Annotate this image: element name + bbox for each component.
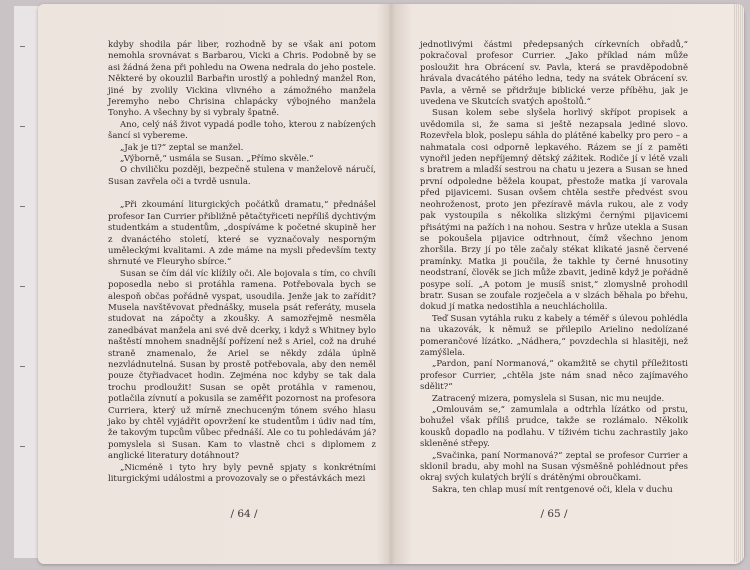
edge-mark (20, 206, 25, 207)
paragraph: „Svačinka, paní Normanová?“ zeptal se profesor Currier a sklonil bradu, aby mohl na Susan výsměšně pohlédnout přes okraj svých kulatých brýlí s drátěnými obroučkami. (420, 450, 688, 484)
paragraph: jednotlivými částmi předepsaných církevních obřadů,“ pokračoval profesor Currier. „Jako příklad nám může posloužit hra Obrácení sv. Pavla, která se pravděpodobně hrávala dvacátého pátého ledna, tedy na svátek Obrácení sv. Pavla, a věrně se přidržuje biblické verze příběhu, jak je uvedena ve Skutcích svatých apoštolů.“ (420, 40, 688, 108)
page-number-right: / 65 / (540, 508, 568, 520)
paragraph: „Omlouvám se,“ zamumlala a odtrhla lízátko od prstu, bohužel však příliš prudce, takže se rozlámalo. Několik kousků dopadlo na podlahu. V tíživém tichu zachrastily jako skleněné střepy. (420, 405, 688, 450)
paragraph: „Výborně,“ usmála se Susan. „Přímo skvěle.“ (120, 154, 314, 165)
paragraph: Zatracený mizera, pomyslela si Susan, nic mu neujde. (432, 393, 665, 404)
section-gap (108, 188, 376, 200)
paragraph: Susan kolem sebe slyšela horlivý skřípot propisek a uvědomila si, že sama si ještě nezapsala jediné slovo. Rozevřela blok, poslepu sáhla do plátěné kabelky pro pero – a nahmatala cosi odporně lepkavého. Rázem se jí z paměti vynořil jeden nepříjemný dětský zážitek. Rodiče jí v létě vzali s bratrem a mladší sestrou na chatu u jezera a Susan se hned první odpoledne běžela koupat, přestože matka jí varovala před pijavicemi. Susan ovšem chtěla sestře předvést svou neohroženost, proto jen přezíravě mávla rukou, ale z vody pak vystoupila s několika slizkými černými pijavicemi přisátými na pažích i na nohou. Sestra v hrůze utekla a Susan se pokoušela pijavice odtrhnout, čímž všechno jenom zhoršila. Brzy jí po těle začaly stékat klikaté jasně červené pramínky. Matka ji poučila, že takhle ty černé hnusotiny neodstraní, člověk se jich může zbavit, jedině když je pořádně posype solí. „A potom je musíš snist,“ zlomyslně prohodil bratr. Susan se zoufale rozječela a v slzách běhala po břehu, dokud jí matka nedostihla a neuchlácholila. (420, 108, 688, 313)
edge-mark (20, 46, 25, 47)
book-fore-edge (734, 4, 744, 562)
edge-mark (20, 286, 25, 287)
paragraph: „Při zkoumání liturgických počátků dramatu,“ přednášel profesor Ian Currier přibližně pětačtyřiceti nepříliš dychtivým studentkám a studentům, „dospíváme k početné skupině her z dvanáctého století, které se vyznačovaly nesporným uměleckými kvalitami. A zde máme na mysli především texty shrnuté ve Fleuryho sbírce.“ (108, 200, 376, 268)
paragraph: O chviličku později, bezpečně stulena v manželově náručí, Susan zavřela oči a tvrdě usnula. (108, 165, 376, 187)
edge-mark (20, 446, 25, 447)
left-page (108, 40, 376, 485)
paragraph: kdyby shodila pár liber, rozhodně by se však ani potom nemohla srovnávat s Barbarou, Vicki a Chris. Podobně by se asi žádná žena při pohledu na Owena nedrala do jeho postele. Některé by okouzlil Barbařin urostlý a pohledný manžel Ron, jiné by zvolily Vickina vlivného a zámožného manžela Jeremyho nebo Chrisina chlapácky výbojného manžela Tonyho. A všechny by si vybraly špatně. (108, 40, 376, 119)
edge-mark (20, 366, 25, 367)
paragraph: Teď Susan vytáhla ruku z kabely a téměř s úlevou pohlédla na ukazovák, k němuž se přilepilo Arielino nedolízané pomerančové lízátko. „Nádhera,“ povzdechla si hlasitěji, než zamýšlela. (420, 313, 688, 358)
paragraph: „Jak je ti?“ zeptal se manžel. (120, 142, 244, 153)
paragraph: Ano, celý náš život vypadá podle toho, kterou z nabízených šancí si vybereme. (108, 119, 376, 142)
paragraph: „Nicméně i tyto hry byly pevně spjaty s konkrétními liturgickými událostmi a provozovaly se o přestávkách mezi (108, 462, 376, 485)
paragraph: „Pardon, paní Normanová,“ okamžitě se chytil příležitosti profesor Currier, „chtěla jste nám snad něco zajímavého sdělit?“ (420, 359, 688, 393)
paragraph: Susan se čím dál víc klížily oči. Ale bojovala s tím, co chvíli poposedla nebo si protáhla ramena. Potřebovala bych se alespoň občas pořádně vyspat, usoudila. Jenže jak to zařídit? Musela navštěvovat přednášky, musela psát referáty, musela studovat na zápočty a zkoušky. A samozřejmě nesměla zanedbávat manžela ani své dvě dcerky, i když s Whitney bylo naštěstí mnohem snadnější pořízení než s Ariel, což na druhé straně znamenalo, že Ariel se někdy zdála úplně nezvládnutelná. Susan by prostě potřebovala, aby den neměl pouze čtyřiadvacet hodin. Zejména noc kdyby se tak dala trochu prodloužit! Susan se opět protáhla v ramenou, potlačila zívnutí a pokusila se zaměřit pozornost na profesora Curriera, který už mírně znechuceným tónem svého hlasu jako by chtěl vyjádřit opovržení ke studentům i údiv nad tím, že takovým tupcům vůbec přednáší. Ale co tu pohledávám já? pomyslela si Susan. Kam to vlastně chci s diplomem z anglické literatury dotáhnout? (108, 268, 376, 462)
right-page (420, 40, 688, 496)
edge-mark (20, 126, 25, 127)
page-number-left: / 64 / (230, 508, 258, 520)
paragraph: Sakra, ten chlap musí mít rentgenové oči, klela v duchu (432, 484, 673, 495)
